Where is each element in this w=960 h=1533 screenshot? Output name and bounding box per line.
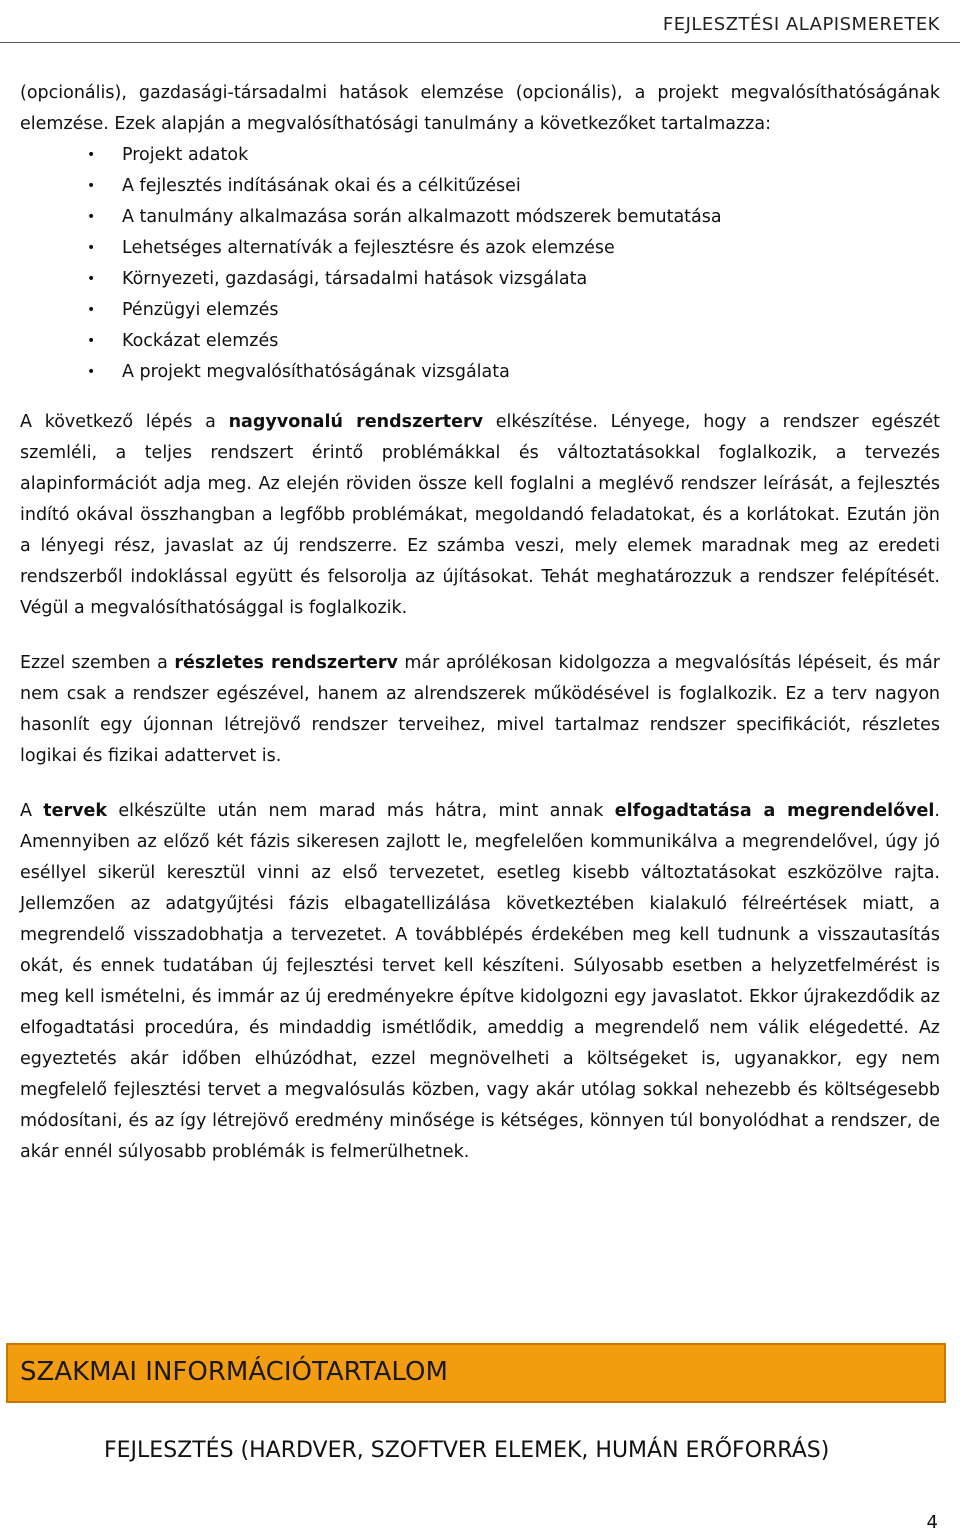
list-item: • A fejlesztés indításának okai és a célkitűzései: [20, 171, 940, 202]
bullet-icon: •: [87, 209, 96, 225]
bullet-icon: •: [87, 364, 96, 380]
bullet-icon: •: [87, 178, 96, 194]
list-item: • Pénzügyi elemzés: [20, 295, 940, 326]
bullet-icon: •: [87, 240, 96, 256]
term-acceptance: elfogadtatása a megrendelővel: [614, 801, 935, 821]
list-item: • Lehetséges alternatívák a fejlesztésre és azok elemzése: [20, 233, 940, 264]
intro-paragraph: (opcionális), gazdasági-társadalmi hatások elemzése (opcionális), a projekt megvalósíthatóságának elemzése. Ezek alapján a megvalósíthatósági tanulmány a következőket tartalmazza:: [20, 83, 940, 134]
list-item: • Kockázat elemzés: [20, 326, 940, 357]
list-item: • A tanulmány alkalmazása során alkalmazott módszerek bemutatása: [20, 202, 940, 233]
feasibility-study-contents-list: [20, 140, 940, 388]
bullet-icon: •: [87, 147, 96, 163]
running-header-title: FEJLESZTÉSI ALAPISMERETEK: [662, 14, 940, 35]
outline-system-plan-paragraph: A következő lépés a nagyvonalú rendszerterv elkészítése. Lényege, hogy a rendszer egészét szemléli, a teljes rendszert érintő problémákkal és változtatásokkal foglalkozik, a tervezés alapinformációt adja meg. Az elején röviden össze kell foglalni a meglévő rendszer leírását, a fejlesztés indító okával összhangban a legfőbb problémákat, megoldandó feladatokat, és a korlátokat. Ezután jön a lényegi rész, javaslat az új rendszerre. Ez számba veszi, mely elemek maradnak meg az eredeti rendszerből indoklással együtt és felsorolja az újításokat. Tehát meghatározzuk a rendszer felépítését. Végül a megvalósíthatósággal is foglalkozik.: [20, 412, 940, 618]
term-plans: tervek: [43, 801, 108, 821]
term-detailed-system-plan: részletes rendszerterv: [174, 653, 398, 673]
list-item: • Projekt adatok: [20, 140, 940, 171]
bullet-icon: •: [87, 302, 96, 318]
section-heading-title: SZAKMAI INFORMÁCIÓTARTALOM: [20, 1357, 448, 1387]
header-divider: [0, 42, 960, 43]
bullet-icon: •: [87, 333, 96, 349]
page-number: 4: [926, 1512, 938, 1533]
plan-acceptance-paragraph: A tervek elkészülte után nem marad más hátra, mint annak elfogadtatása a megrendelővel. Amennyiben az előző két fázis sikeresen zajlott le, megfelelően kommunikálva a megrendelővel, úgy jó eséllyel sikerül keresztül vinni az első tervezetet, esetleg kisebb változtatásokat eszközölve rajta. Jellemzően az adatgyűjtési fázis elbagatellizálása következtében kialakuló félreértések miatt, a megrendelő visszadobhatja a tervezetet. A továbblépés érdekében meg kell tudnunk a visszautasítás okát, és ennek tudatában új fejlesztési tervet kell készíteni. Súlyosabb esetben a helyzetfelmérést is meg kell ismételni, és immár az új eredményekre építve kidolgozni egy javaslatot. Ekkor újrakezdődik az elfogadtatási procedúra, és mindaddig ismétlődik, ameddig a megrendelő nem válik elégedetté. Az egyeztetés akár időben elhúzódhat, ezzel megnövelheti a költségeket is, ugyanakkor, egy nem megfelelő fejlesztési tervet a megvalósulás közben, vagy akár utólag sokkal nehezebb és költségesebb módosítani, és az így létrejövő eredmény minősége is kétséges, könnyen túl bonyolódhat a rendszer, de akár ennél súlyosabb problémák is felmerülhetnek.: [20, 801, 940, 1162]
list-item: • A projekt megvalósíthatóságának vizsgálata: [20, 357, 940, 388]
detailed-system-plan-paragraph: Ezzel szemben a részletes rendszerterv már aprólékosan kidolgozza a megvalósítás lépéseit, és már nem csak a rendszer egészével, hanem az alrendszerek működésével is foglalkozik. Ez a terv nagyon hasonlít egy újonnan létrejövő rendszer terveihez, mivel tartalmaz rendszer specifikációt, részletes logikai és fizikai adattervet is.: [20, 653, 941, 766]
term-outline-system-plan: nagyvonalú rendszerterv: [228, 412, 484, 432]
page-body: [20, 78, 940, 1168]
subsection-heading: FEJLESZTÉS (HARDVER, SZOFTVER ELEMEK, HUMÁN ERŐFORRÁS): [104, 1438, 830, 1463]
section-heading-box: [6, 1343, 946, 1403]
bullet-icon: •: [87, 271, 96, 287]
list-item: • Környezeti, gazdasági, társadalmi hatások vizsgálata: [20, 264, 940, 295]
